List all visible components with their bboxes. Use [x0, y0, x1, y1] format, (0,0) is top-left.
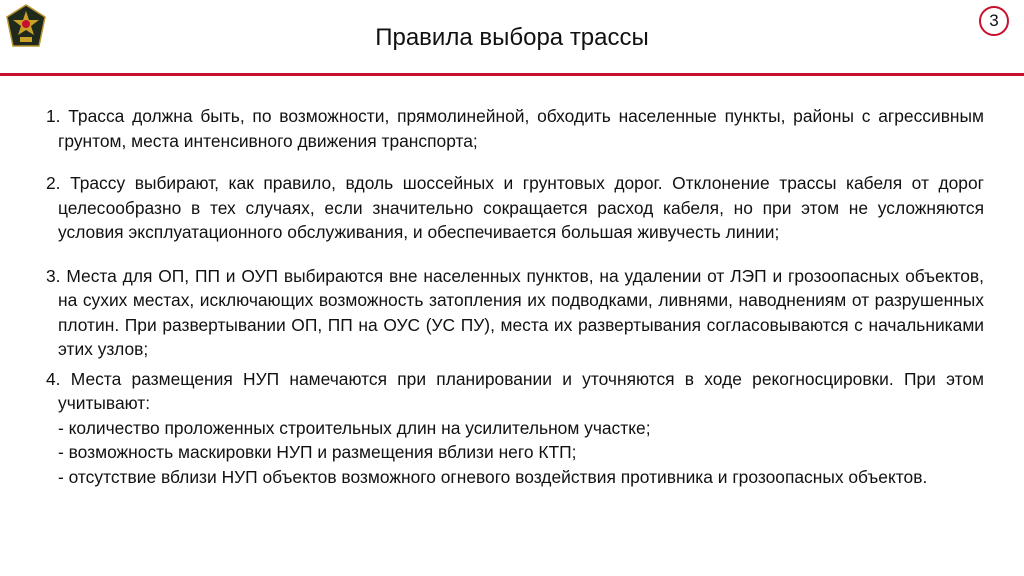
page-title: Правила выбора трассы — [375, 24, 649, 51]
rules-list — [46, 104, 984, 489]
list-item-4-subitem: - возможность маскировки НУП и размещения вблизи него КТП; — [58, 442, 577, 462]
list-item-4-subitem: - количество проложенных строительных длин на усилительном участке; — [58, 417, 651, 438]
list-item-4-subitem: - отсутствие вблизи НУП объектов возможного огневого воздействия противника и грозоопасных объектов. — [58, 466, 928, 487]
list-item-2: 2. Трассу выбирают, как правило, вдоль шоссейных и грунтовых дорог. Отклонение трассы кабеля от дорог целесообразно в тех случаях, если значительно сокращается расход кабеля, но при этом не усложняются условия эксплуатационного обслуживания, и обеспечивается большая живучесть линии; — [46, 173, 984, 242]
page-number-badge: 3 — [979, 6, 1009, 36]
list-item-1: 1. Трасса должна быть, по возможности, прямолинейной, обходить населенные пункты, районы с агрессивным грунтом, места интенсивного движения транспорта; — [46, 106, 984, 151]
list-item-4 — [46, 367, 984, 490]
list-item-3: 3. Места для ОП, ПП и ОУП выбираются вне населенных пунктов, на удалении от ЛЭП и грозоопасных объектов, на сухих местах, исключающих возможность затопления их подводками, ливнями, наводнениям от разрушенных плотин. При развертывании ОП, ПП на ОУС (УС ПУ), места их развертывания согласовываются с начальниками этих узлов; — [46, 265, 984, 359]
list-item-4-lead: 4. Места размещения НУП намечаются при планировании и уточняются в ходе рекогносцировки. При этом учитывают: — [46, 368, 984, 413]
header-divider — [0, 73, 1024, 76]
